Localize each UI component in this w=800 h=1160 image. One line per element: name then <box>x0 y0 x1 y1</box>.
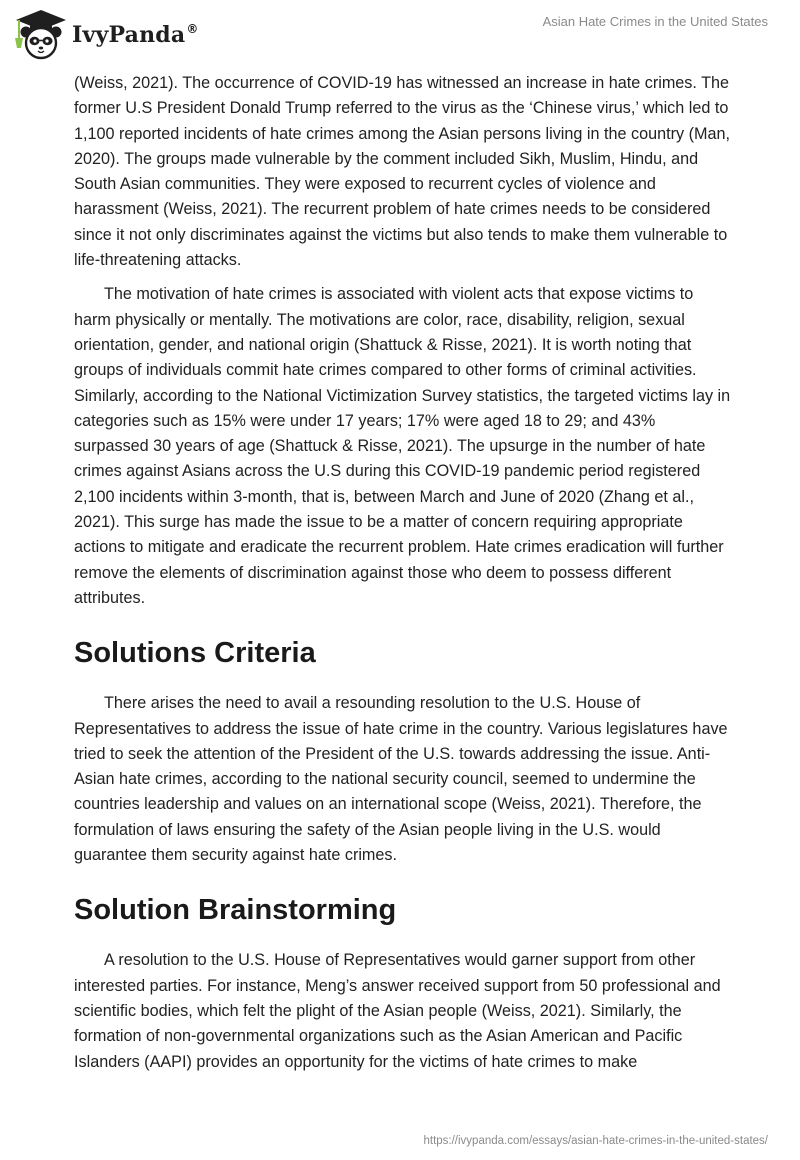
section-heading: Solution Brainstorming <box>74 894 397 927</box>
paragraph: There arises the need to avail a resounding resolution to the U.S. House of Representatives to address the issue of hate crime in the country. Various legislatures have tried to seek the attention of the President of the U.S. towards addressing the issue. Anti-Asian hate crimes, according to the national security council, seemed to undermine the countries leadership and values on an international scope (Weiss, 2021). Therefore, the formulation of laws ensuring the safety of the Asian people living in the U.S. would guarantee them security against hate crimes. <box>74 694 728 865</box>
registered-mark: ® <box>186 22 199 36</box>
essay-body <box>74 71 734 1075</box>
paragraph: The motivation of hate crimes is associated with violent acts that expose victims to harm physically or mentally. The motivations are color, race, disability, religion, sexual orientation, gender, and national origin (Shattuck & Risse, 2021). It is worth noting that groups of individuals commit hate crimes compared to other forms of criminal activities. Similarly, according to the National Victimization Survey statistics, the targeted victims lay in categories such as 15% were under 17 years; 17% were aged 18 to 29; and 43% surpassed 30 years of age (Shattuck & Risse, 2021). The upsurge in the number of hate crimes against Asians across the U.S during this COVID-19 pandemic period registered 2,100 incidents within 3-month, that is, between March and June of 2020 (Zhang et al., 2021). This surge has made the issue to be a matter of concern requiring appropriate actions to mitigate and eradicate the recurrent problem. Hate crimes eradication will further remove the elements of discrimination against those who deem to possess different attributes. <box>74 285 731 607</box>
paragraph: A resolution to the U.S. House of Representatives would garner support from other interested parties. For instance, Meng’s answer received support from 50 professional and scientific bodies, which felt the plight of the Asian people (Weiss, 2021). Similarly, the formation of non-governmental organizations such as the Asian American and Pacific Islanders (AAPI) provides an opportunity for the victims of hate crimes to make <box>74 951 721 1071</box>
panda-graduation-cap-icon <box>14 8 68 60</box>
brand-name: IvyPanda® <box>72 22 199 48</box>
section-heading: Solutions Criteria <box>74 637 316 670</box>
document-title: Asian Hate Crimes in the United States <box>542 14 768 29</box>
page-header <box>0 0 800 70</box>
source-url[interactable]: https://ivypanda.com/essays/asian-hate-crimes-in-the-united-states/ <box>423 1135 768 1147</box>
brand-logo[interactable] <box>14 8 199 60</box>
paragraph: (Weiss, 2021). The occurrence of COVID-19 has witnessed an increase in hate crimes. The former U.S President Donald Trump referred to the virus as the ‘Chinese virus,’ which led to 1,100 reported incidents of hate crimes among the Asian persons living in the country (Man, 2020). The groups made vulnerable by the comment included Sikh, Muslim, Hindu, and South Asian communities. They were exposed to recurrent cycles of violence and harassment (Weiss, 2021). The recurrent problem of hate crimes needs to be considered since it not only discriminates against the victims but also tends to make them vulnerable to life-threatening attacks. <box>74 74 730 270</box>
